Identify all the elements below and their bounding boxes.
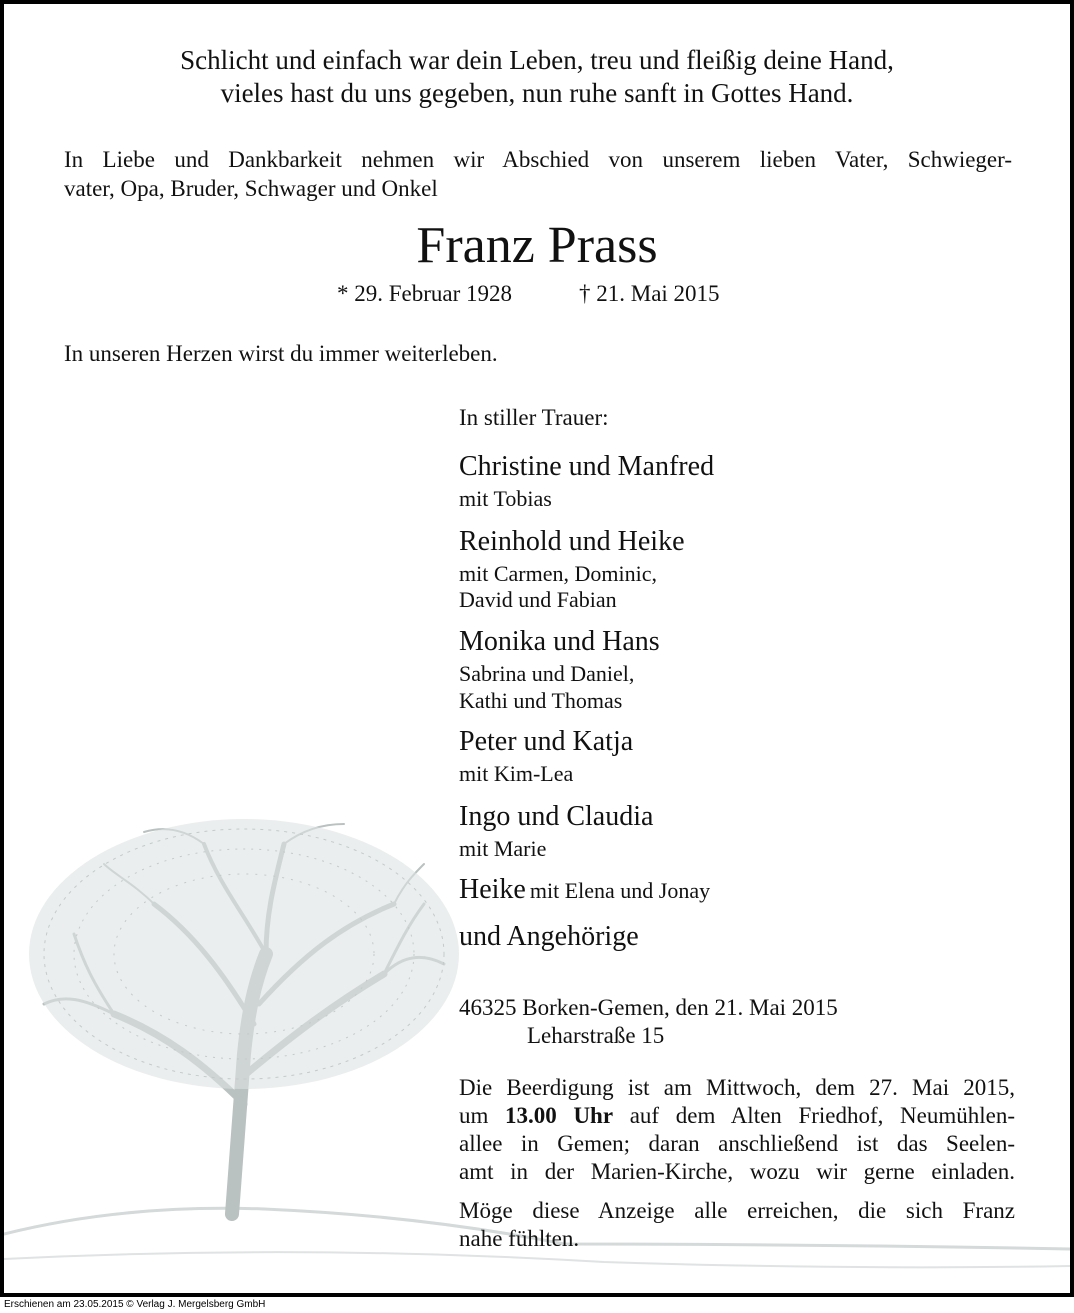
mourners-heading: In stiller Trauer: bbox=[459, 405, 609, 430]
deceased-name: Franz Prass bbox=[416, 217, 658, 274]
mourner-group-sub: mit Tobias bbox=[459, 486, 552, 511]
mourner-group-sub: mit Marie bbox=[459, 836, 547, 861]
mourner-group-inline bbox=[459, 874, 710, 906]
mourner-group-sub: David und Fabian bbox=[459, 587, 617, 612]
verse-line-2: vieles hast du uns gegeben, nun ruhe sanft in Gottes Hand. bbox=[220, 78, 854, 108]
mourner-group-main: Christine und Manfred bbox=[459, 451, 715, 482]
birth-date: * 29. Februar 1928 bbox=[337, 281, 513, 306]
mourner-group-sub: Kathi und Thomas bbox=[459, 688, 623, 713]
address-line-2: Leharstraße 15 bbox=[527, 1023, 665, 1048]
funeral-line-3: allee in Gemen; daran anschließend ist das Seelen- bbox=[459, 1131, 1015, 1156]
mourner-group-main: Monika und Hans bbox=[459, 626, 660, 657]
funeral-line-4: amt in der Marien-Kirche, wozu wir gerne einladen. bbox=[459, 1159, 1015, 1184]
intro-line-2: vater, Opa, Bruder, Schwager und Onkel bbox=[64, 176, 438, 201]
mourner-group-main: Reinhold und Heike bbox=[459, 526, 685, 557]
mourner-group-sub: Sabrina und Daniel, bbox=[459, 661, 635, 686]
motto: In unseren Herzen wirst du immer weiterleben. bbox=[64, 341, 498, 366]
funeral-time: 13.00 Uhr bbox=[505, 1103, 614, 1128]
mourner-group-main: Peter und Katja bbox=[459, 726, 634, 757]
publication-footer: Erschienen am 23.05.2015 © Verlag J. Mergelsberg GmbH bbox=[4, 1299, 266, 1310]
closing-note-line-2: nahe fühlten. bbox=[459, 1226, 580, 1251]
death-date: † 21. Mai 2015 bbox=[579, 281, 720, 306]
funeral-line-2: um 13.00 Uhr auf dem Alten Friedhof, Neumühlen- bbox=[459, 1103, 1016, 1128]
address-line-1: 46325 Borken-Gemen, den 21. Mai 2015 bbox=[459, 995, 838, 1020]
mourner-group-main: Ingo und Claudia bbox=[459, 801, 654, 832]
closing-note-line-1: Möge diese Anzeige alle erreichen, die sich Franz bbox=[459, 1198, 1015, 1223]
funeral-line-1: Die Beerdigung ist am Mittwoch, dem 27. Mai 2015, bbox=[459, 1075, 1015, 1100]
intro-line-1: In Liebe und Dankbarkeit nehmen wir Abschied von unserem lieben Vater, Schwieger- bbox=[64, 147, 1012, 172]
mourner-group-sub: mit Kim-Lea bbox=[459, 761, 574, 786]
mourner-group-sub: mit Carmen, Dominic, bbox=[459, 561, 657, 586]
mourners-closing: und Angehörige bbox=[459, 921, 639, 952]
verse-line-1: Schlicht und einfach war dein Leben, treu und fleißig deine Hand, bbox=[180, 45, 894, 75]
mourner-group-sub: mit Elena und Jonay bbox=[529, 878, 711, 903]
mourner-group-main: Heike bbox=[459, 874, 526, 905]
